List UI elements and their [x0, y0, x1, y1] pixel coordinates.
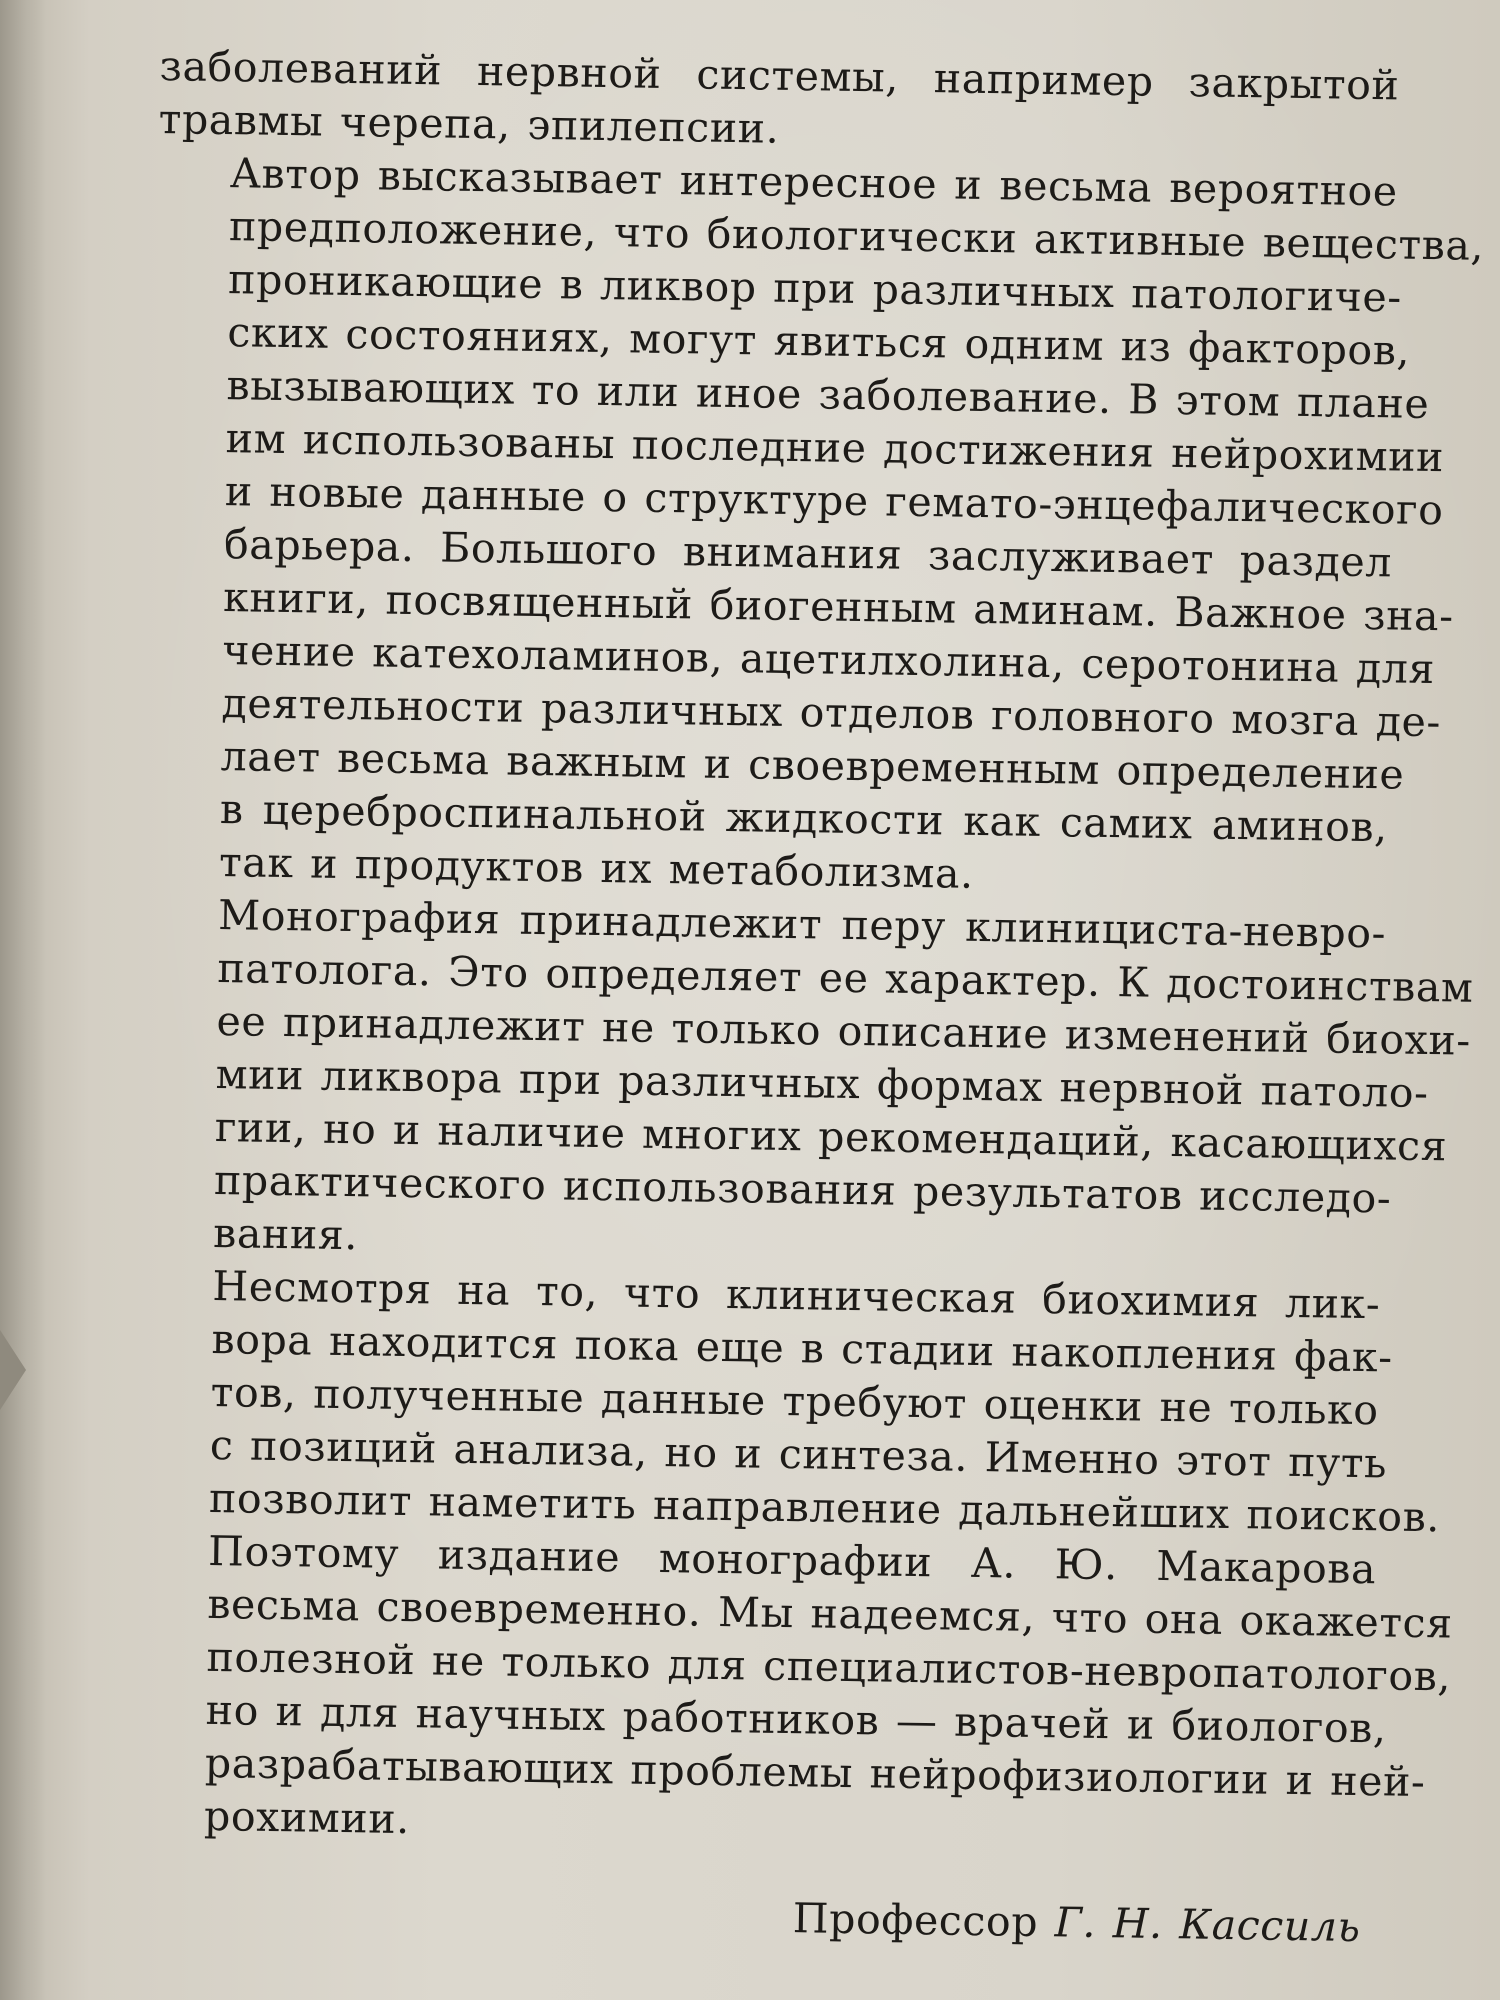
signature-name: Г. Н. Кассиль — [1054, 1898, 1361, 1952]
text-line: ских состояниях, могут явиться одним из факторов, — [227, 308, 1411, 375]
paragraph-4 — [132, 1259, 1454, 1861]
text-line: так и продуктов их метаболизма. — [218, 838, 975, 898]
text-line: патолога. Это определяет ее характер. К достоинствам — [217, 944, 1474, 1012]
text-line: вора находится пока еще в стадии накопления фак- — [211, 1314, 1394, 1382]
text-line: Поэтому издание монографии А. Ю. Макарова — [207, 1526, 1377, 1594]
signature-title: Профессор — [792, 1894, 1039, 1947]
text-line: в цереброспинальной жидкости как самих аминов, — [219, 785, 1389, 852]
text-line: деятельности различных отделов головного мозга де- — [221, 679, 1442, 747]
text-line: барьера. Большого внимания заслуживает раздел — [223, 520, 1393, 587]
text-line: позволит наметить направление дальнейших поисков. — [208, 1473, 1441, 1542]
text-line: чение катехоламинов, ацетилхолина, серотонина для — [222, 626, 1436, 694]
text-line: гии, но и наличие многих рекомендаций, касающихся — [214, 1102, 1448, 1171]
text-line: но и для научных работников — врачей и биологов, — [205, 1685, 1387, 1753]
text-line: книги, посвященный биогенным аминам. Важное зна- — [222, 573, 1455, 641]
text-line: практического использования результатов исследо- — [213, 1155, 1392, 1223]
text-line: Несмотря на то, что клиническая биохимия лик- — [212, 1261, 1381, 1329]
text-line: проникающие в ликвор при различных патологиче- — [227, 255, 1403, 322]
page-edge-shadow — [0, 0, 46, 2000]
text-line: травмы черепа, эпилепсии. — [158, 94, 780, 153]
text-line: предположение, что биологически активные вещества, — [228, 202, 1485, 270]
text-line: вызывающих то или иное заболевание. В этом плане — [226, 361, 1430, 428]
text-line: Монография принадлежит перу клинициста-невро- — [217, 891, 1387, 958]
text-line: им использованы последние достижения нейрохимии — [225, 414, 1445, 482]
paragraph-3 — [141, 888, 1474, 1278]
text-line: весьма своевременно. Мы надеемся, что она окажется — [207, 1579, 1454, 1648]
text-line: заболеваний нервной системы, например закрытой — [159, 41, 1400, 110]
text-line: Автор высказывает интересное и весьма вероятное — [229, 149, 1399, 216]
text-line: разрабатывающих проблемы нейрофизиологии и ней- — [204, 1738, 1426, 1807]
paragraph-2 — [147, 146, 1485, 907]
page-tear — [0, 1330, 26, 1410]
text-line: с позиций анализа, но и синтеза. Именно этот путь — [209, 1420, 1388, 1488]
text-line: тов, полученные данные требуют оценки не только — [210, 1367, 1380, 1435]
text-line: вания. — [212, 1208, 359, 1260]
page-text — [130, 40, 1485, 1954]
text-line: ее принадлежит не только описание изменений биохи- — [216, 997, 1472, 1065]
text-line: и новые данные о структуре гемато-энцефалического — [224, 467, 1444, 535]
text-line: лает весьма важным и своевременным определение — [220, 732, 1405, 799]
signature — [130, 1882, 1371, 1954]
paragraph-1 — [158, 40, 1400, 165]
text-line: мии ликвора при различных формах нервной патоло- — [215, 1050, 1429, 1118]
text-line: рохимии. — [203, 1791, 411, 1844]
text-line: полезной не только для специалистов-невропатологов, — [206, 1632, 1452, 1701]
